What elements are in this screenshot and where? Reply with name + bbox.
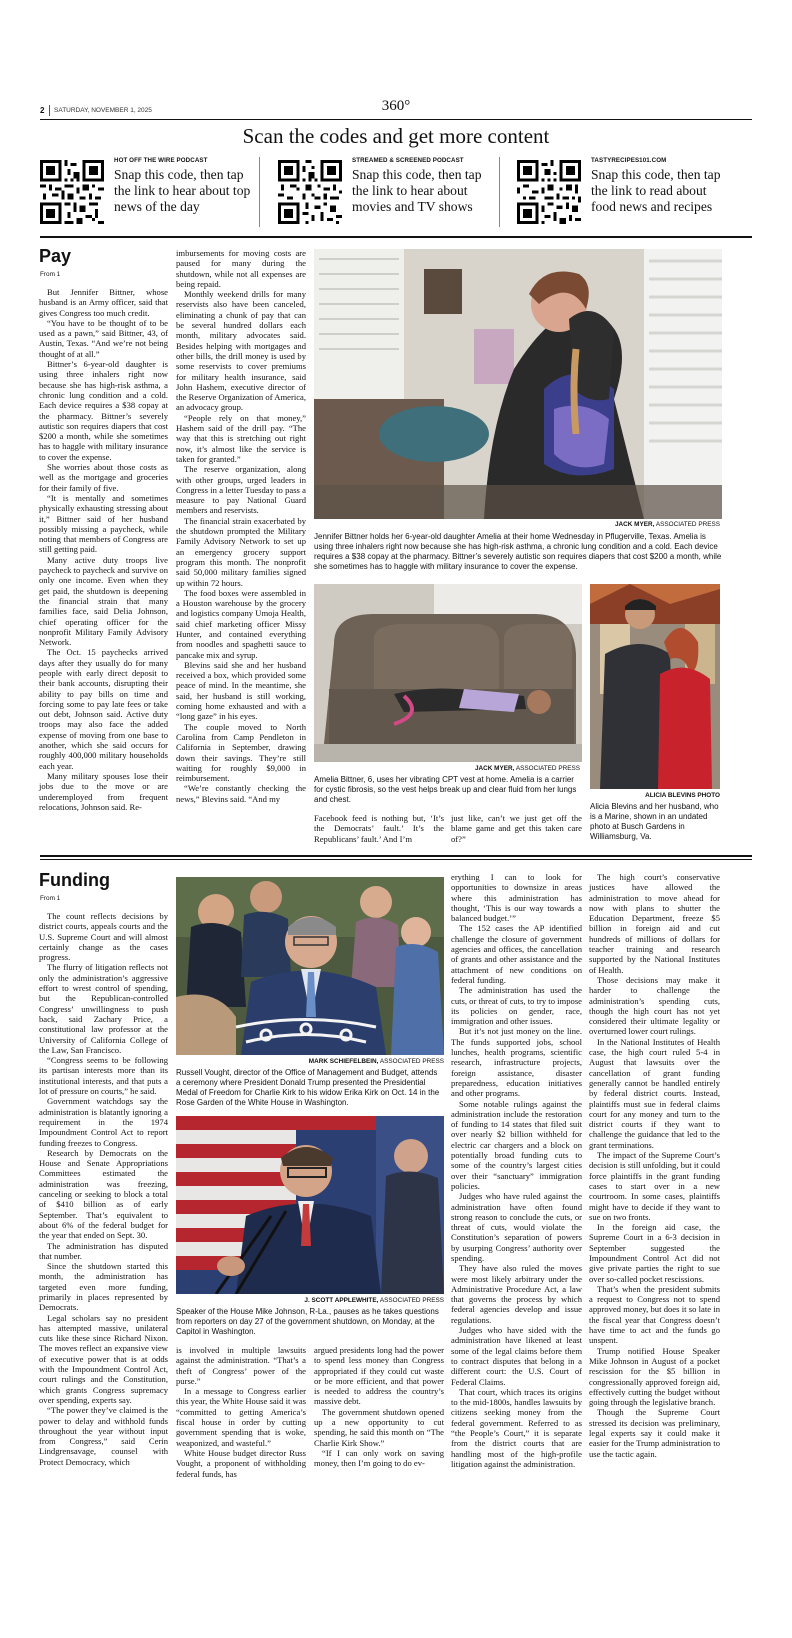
promo-text-2: Snap this code, then tap the link to hear about movies and TV shows bbox=[352, 167, 482, 214]
promo-title: Scan the codes and get more content bbox=[242, 124, 550, 148]
paragraph: Though the Supreme Court stressed its decision was preliminary, legal experts say it could make it easier for the Trump administration to use the tactic again. bbox=[589, 1407, 720, 1459]
paragraph: Many military spouses lose their jobs due to the move or are underemployed from frequent relocations, Johnson said. Re- bbox=[39, 770, 168, 812]
paragraph: In a message to Congress earlier this year, the White House said it was “committed to getting America’s fiscal house in order by cutting government spending that is woke, weaponized, and wasteful.” bbox=[176, 1386, 306, 1448]
promo-text-1: Snap this code, then tap the link to hear about top news of the day bbox=[114, 167, 251, 214]
photo-amelia-cpt-vest bbox=[314, 584, 582, 762]
paragraph: Judges who have sided with the administration have likened at least some of the legal claims before them to contract disputes that belong in a different court: the U.S. Court of Federal Claims. bbox=[451, 1325, 582, 1387]
paragraph: Since the shutdown started this month, the administration has targeted even more funding, primarily in places represented by Democrats. bbox=[39, 1261, 168, 1313]
photo-credit bbox=[560, 521, 720, 528]
header-rule bbox=[40, 119, 752, 120]
funding-jump-from: From 1 bbox=[40, 895, 61, 902]
funding-column-2 bbox=[176, 1345, 306, 1479]
pay-headline: Pay bbox=[39, 246, 72, 266]
promo-rule bbox=[40, 236, 752, 238]
funding-column-5 bbox=[589, 872, 720, 1459]
paragraph: just like, can’t we just get off the blame game and get this taken care of?” bbox=[451, 813, 582, 844]
paragraph: erything I can to look for opportunities to downsize in areas where this administration has thought, ‘This is our way towards a balanced budget.’” bbox=[451, 872, 582, 924]
photo-caption: Alicia Blevins and her husband, who is a Marine, shown in an undated photo at Busch Gardens in Williamsburg, Va. bbox=[590, 802, 719, 841]
paragraph: is involved in multiple lawsuits against the administration. “That’s a theft of Congress’ power of the purse.” bbox=[176, 1345, 306, 1386]
paragraph: The couple moved to North Carolina from Camp Pendleton in California in September, drawing down their savings. They’re still waiting for roughly $9,000 in reimbursement. bbox=[176, 721, 306, 784]
section-rule bbox=[40, 855, 752, 857]
promo-kicker-3: TASTYRECIPES101.COM bbox=[591, 157, 667, 164]
photographer-name: JACK MYER, bbox=[474, 765, 515, 772]
paragraph: Bittner’s 6-year-old daughter is using three inhalers right now because she has high-risk asthma, a chronic lung condition and a cold. Each device requires a $38 copay at the pharmacy. Bittner’s severely autistic son requires diapers that cost $200 a month, while she sometimes has to haggle with military insurance to cover the expense. bbox=[39, 359, 168, 462]
paragraph: “It is mentally and sometimes physically exhausting stressing about it,” Bittner said of her husband possibly missing a paycheck, while noting that members of Congress are still getting paid. bbox=[39, 492, 168, 555]
paragraph: Legal scholars say no president has attempted massive, unilateral cuts like these since Richard Nixon. The moves reflect an expansive view of executive power that is at odds with the Impoundment Control Act, court rulings and the Constitution, which grants Congress supremacy over spending, experts say. bbox=[39, 1312, 168, 1405]
paragraph: In the foreign aid case, the Supreme Court in a 6-3 decision in September suggested the Impoundment Control Act did not give private parties the right to sue over so-called pocket rescissions. bbox=[589, 1222, 720, 1284]
paragraph: “You have to be thought of to be used as a pawn,” said Bittner, 43, of Austin, Texas. “And we’re not being thought of at all.” bbox=[39, 317, 168, 359]
paragraph: Trump notified House Speaker Mike Johnson in August of a pocket rescission for the $5 billion in congressionally approved foreign aid, effectively cutting the budget without going through the legislative branch. bbox=[589, 1345, 720, 1408]
photo-credit bbox=[244, 1058, 444, 1065]
page-date: SATURDAY, NOVEMBER 1, 2025 bbox=[54, 107, 152, 114]
paragraph: Many active duty troops live paycheck to paycheck and survive on only one income. Even when they get paid, the shutdown is deepening the financial strain that many families face, said Delia Johnson, chief operating officer for the nonprofit Military Family Advisory Network. bbox=[39, 554, 168, 648]
paragraph: The food boxes were assembled in a Houston warehouse by the grocery and logistics company Umoja Health, said chief marketing officer Missy Hunter, and contained everything from noodles and spaghetti sauce to pancake mix and syrup. bbox=[176, 587, 306, 660]
paragraph: “We’re constantly checking the news,” Blevins said. “And my bbox=[176, 783, 306, 804]
paragraph: The financial strain exacerbated by the shutdown prompted the Military Family Advisory Network to set up an emergency grocery support program this month. The nonprofit said 50,000 military families signed up within 72 hours. bbox=[176, 515, 306, 588]
paragraph: The reserve organization, along with other groups, urged leaders in Congress in a letter Tuesday to pass a measure to pay National Guard members and reservists. bbox=[176, 464, 306, 516]
funding-column-3 bbox=[314, 1345, 444, 1469]
paragraph: The administration has used the cuts, or threat of cuts, to try to impose its policies on gender, race, immigration and other issues. bbox=[451, 985, 582, 1027]
paragraph: “People rely on that money,” Hashem said of the drill pay. “The way that this is stretching out right now, it’s almost like the service is taken for granted.” bbox=[176, 412, 306, 464]
header-divider bbox=[49, 105, 50, 116]
paragraph: imbursements for moving costs are paused for many during the shutdown, while not all expenses are being repaid. bbox=[176, 248, 306, 289]
paragraph: Facebook feed is nothing but, ‘It’s the Democrats’ fault.’ It’s the Republicans’ fault.’ And I’m bbox=[314, 813, 444, 844]
paragraph: The 152 cases the AP identified challenge the closure of government agencies and offices, the cancellation of grants and other assistance and the attachment of new conditions on federal funding. bbox=[451, 923, 582, 985]
photographer-name: MARK SCHIEFELBEIN, bbox=[308, 1058, 379, 1065]
paragraph: That’s when the president submits a request to Congress not to spend approved money, but does it so late in the fiscal year that Congress doesn’t have time to act and the funds go unspent. bbox=[589, 1283, 720, 1346]
photo-caption: Russell Vought, director of the Office of Management and Budget, attends a ceremony where President Donald Trump presented the Presidential Medal of Freedom for Charlie Kirk to his widow Erika Kirk on Oct. 14 in the Rose Garden of the White House in Washington. bbox=[176, 1068, 440, 1107]
photo-russell-vought bbox=[176, 877, 444, 1055]
pay-column-3 bbox=[314, 813, 444, 844]
photo-credit bbox=[244, 1297, 444, 1304]
photo-bittner-holding-daughter bbox=[314, 249, 722, 519]
promo-text-3: Snap this code, then tap the link to read about food news and recipes bbox=[591, 167, 721, 214]
photo-agency: ASSOCIATED PRESS bbox=[379, 1058, 444, 1065]
funding-column-4 bbox=[451, 872, 582, 1469]
photographer-name: ALICIA BLEVINS PHOTO bbox=[645, 792, 720, 799]
paragraph: The administration has disputed that number. bbox=[39, 1240, 168, 1261]
photo-blevins-couple bbox=[590, 584, 720, 789]
paragraph: The flurry of litigation reflects not only the administration’s aggressive effort to wrest control of spending, but the Republican-controlled Congress’ unwillingness to push back, said Zachary Price, a constitutional law professor at the University of California College of the Law, San Francisco. bbox=[39, 962, 168, 1055]
paragraph: The high court’s conservative justices have allowed the administration to move ahead for now with plans to shutter the Education Department, freeze $5 billion in foreign aid and cut hundreds of millions of dollars for teacher training and research supported by the National Institutes of Health. bbox=[589, 872, 720, 975]
photographer-name: J. SCOTT APPLEWHITE, bbox=[304, 1297, 379, 1304]
photo-agency: ASSOCIATED PRESS bbox=[655, 521, 720, 528]
photo-credit bbox=[590, 792, 720, 799]
paragraph: White House budget director Russ Vought, a proponent of withholding federal funds, has bbox=[176, 1447, 306, 1479]
paragraph: “Congress seems to be following its partisan interests more than its institutional interests, and that puts a lot of pressure on courts,” he said. bbox=[39, 1055, 168, 1097]
qr-code-recipes[interactable] bbox=[517, 160, 581, 224]
paragraph: She worries about those costs as well as the mortgage and groceries for their family of five. bbox=[39, 462, 168, 493]
page-number: 2 bbox=[40, 106, 45, 115]
section-rule bbox=[40, 859, 752, 860]
pay-column-1 bbox=[39, 287, 168, 812]
paragraph: But Jennifer Bittner, whose husband is an Army officer, said that gives Congress too much credit. bbox=[39, 287, 168, 318]
paragraph: Those decisions may make it harder to challenge the administration’s spending cuts, though the high court has not yet considered their ultimate legality or overturned lower court rulings. bbox=[589, 974, 720, 1037]
promo-kicker-2: STREAMED & SCREENED PODCAST bbox=[352, 157, 464, 164]
photo-caption: Amelia Bittner, 6, uses her vibrating CPT vest at home. Amelia is a carrier for cystic fibrosis, so the vest helps break up and clear fluid from her lungs and chest. bbox=[314, 775, 577, 804]
promo-separator bbox=[499, 157, 500, 227]
pay-column-4 bbox=[451, 813, 582, 844]
paragraph: But it’s not just money on the line. The funds supported jobs, school lunches, health programs, scientific research, infrastructure projects, foreign assistance, disaster preparedness, education initiatives and other programs. bbox=[451, 1026, 582, 1099]
promo-kicker-1: HOT OFF THE WIRE PODCAST bbox=[114, 157, 208, 164]
qr-code-podcast-streaming[interactable] bbox=[278, 160, 342, 224]
paragraph: “If I can only work on saving money, then I’m going to do ev- bbox=[314, 1447, 444, 1469]
promo-separator bbox=[259, 157, 260, 227]
pay-jump-from: From 1 bbox=[40, 271, 61, 278]
paragraph: The count reflects decisions by district courts, appeals courts and the U.S. Supreme Court and will almost certainly change as the cases progress. bbox=[39, 911, 168, 963]
pay-column-2 bbox=[176, 248, 306, 804]
paragraph: Some notable rulings against the administration include the restoration of funding to 14 states that filed suit over nearly $2 billion withheld for electric car chargers and a block on potentially broad funding cuts to some of the country’s largest cities over their “sanctuary” immigration policies. bbox=[451, 1098, 582, 1191]
photo-mike-johnson bbox=[176, 1116, 444, 1294]
paragraph: They have also ruled the moves were most likely arbitrary under the Administrative Procedure Act, a law that governs the process by which federal agencies develop and issue regulations. bbox=[451, 1263, 582, 1325]
paragraph: Government watchdogs say the administration is blatantly ignoring a requirement in the 1974 Impoundment Control Act to report funding freezes to Congress. bbox=[39, 1096, 168, 1148]
paragraph: Monthly weekend drills for many reservists also have been canceled, eliminating a chunk of pay that can be several hundred dollars each month, military advocates said. Besides helping with mortgages and other bills, the drill money is used by some reservists to cover premiums for military health insurance, said John Hashem, executive director of the Reserve Organization of America, an advocacy group. bbox=[176, 289, 306, 413]
photo-caption: Jennifer Bittner holds her 6-year-old daughter Amelia at their home Wednesday in Pflugerville, Texas. Amelia is using three inhalers right now because she has high-risk asthma, a chronic lung condition and a cold. Each device requires a $38 copay at the pharmacy. Bittner’s severely autistic son requires diapers that cost $200 a month, while she sometimes has to haggle with military insurance to cover the expense. bbox=[314, 532, 722, 571]
paragraph: The impact of the Supreme Court’s decision is still unfolding, but it could force plaintiffs in the grant funding cases to start over in a new courtroom. In some cases, plaintiffs might have to decide if they want to sue on two fronts. bbox=[589, 1150, 720, 1222]
funding-column-1 bbox=[39, 911, 168, 1467]
section-name: 360° bbox=[381, 98, 411, 114]
paragraph: In the National Institutes of Health case, the high court ruled 5-4 in August that lawsuits over the cancellation of grant funding generally cannot be handled entirely by federal district courts. Instead, plaintiffs must sue in federal claims court for any money and turn to the district courts if they want to challenge the guidance that led to the grant terminations. bbox=[589, 1036, 720, 1150]
paragraph: “The power they’ve claimed is the power to delay and withhold funds throughout the year without input from Congress,” said Cerin Lindgrensavage, counsel with Protect Democracy, which bbox=[39, 1405, 168, 1467]
photo-agency: ASSOCIATED PRESS bbox=[379, 1297, 444, 1304]
paragraph: Judges who have ruled against the administration have often found strong reason to conclude the cuts, or threat of cuts, would violate the Constitution’s separation of powers by usurping Congress’ authority over spending. bbox=[451, 1191, 582, 1263]
paragraph: The government shutdown opened up a new opportunity to cut spending, he said this month on “The Charlie Kirk Show.” bbox=[314, 1406, 444, 1448]
photo-agency: ASSOCIATED PRESS bbox=[515, 765, 580, 772]
paragraph: That court, which traces its origins to the mid-1800s, handles lawsuits by citizens seeking money from the federal government. Referred to as “the People’s Court,” it is separate from the district courts that are handling most of the high-profile litigation against the administration. bbox=[451, 1386, 582, 1469]
paragraph: The Oct. 15 paychecks arrived days after they usually do for many people with early direct deposit to their bank accounts, disrupting their ability to pay bills on time and forcing some to pay late fees or take out debt, Johnson said. Active duty troops may also face the added expense of moving from one base to another, which she said occurs for roughly 400,000 military households each year. bbox=[39, 647, 168, 771]
photo-caption: Speaker of the House Mike Johnson, R-La., pauses as he takes questions from reporters on day 27 of the government shutdown, on Monday, at the Capitol in Washington. bbox=[176, 1307, 439, 1336]
photo-credit bbox=[420, 765, 580, 772]
paragraph: Blevins said she and her husband received a box, which provided some peace of mind. In the meantime, she said, her husband is still working, coming home exhausted and with a “long gaze” in his eyes. bbox=[176, 659, 306, 722]
qr-code-podcast-news[interactable] bbox=[40, 160, 104, 224]
photographer-name: JACK MYER, bbox=[614, 521, 655, 528]
paragraph: argued presidents long had the power to spend less money than Congress appropriated if they could cut waste or be more efficient, and that power is needed to address the country’s massive debt. bbox=[314, 1345, 444, 1407]
paragraph: Research by Democrats on the House and Senate Appropriations Committees estimated the administration was freezing, canceling or seeking to block a total of $410 billion as of early September. That’s equivalent to about 6% of the federal budget for the year that ended on Sept. 30. bbox=[39, 1147, 168, 1241]
funding-headline: Funding bbox=[39, 870, 110, 890]
